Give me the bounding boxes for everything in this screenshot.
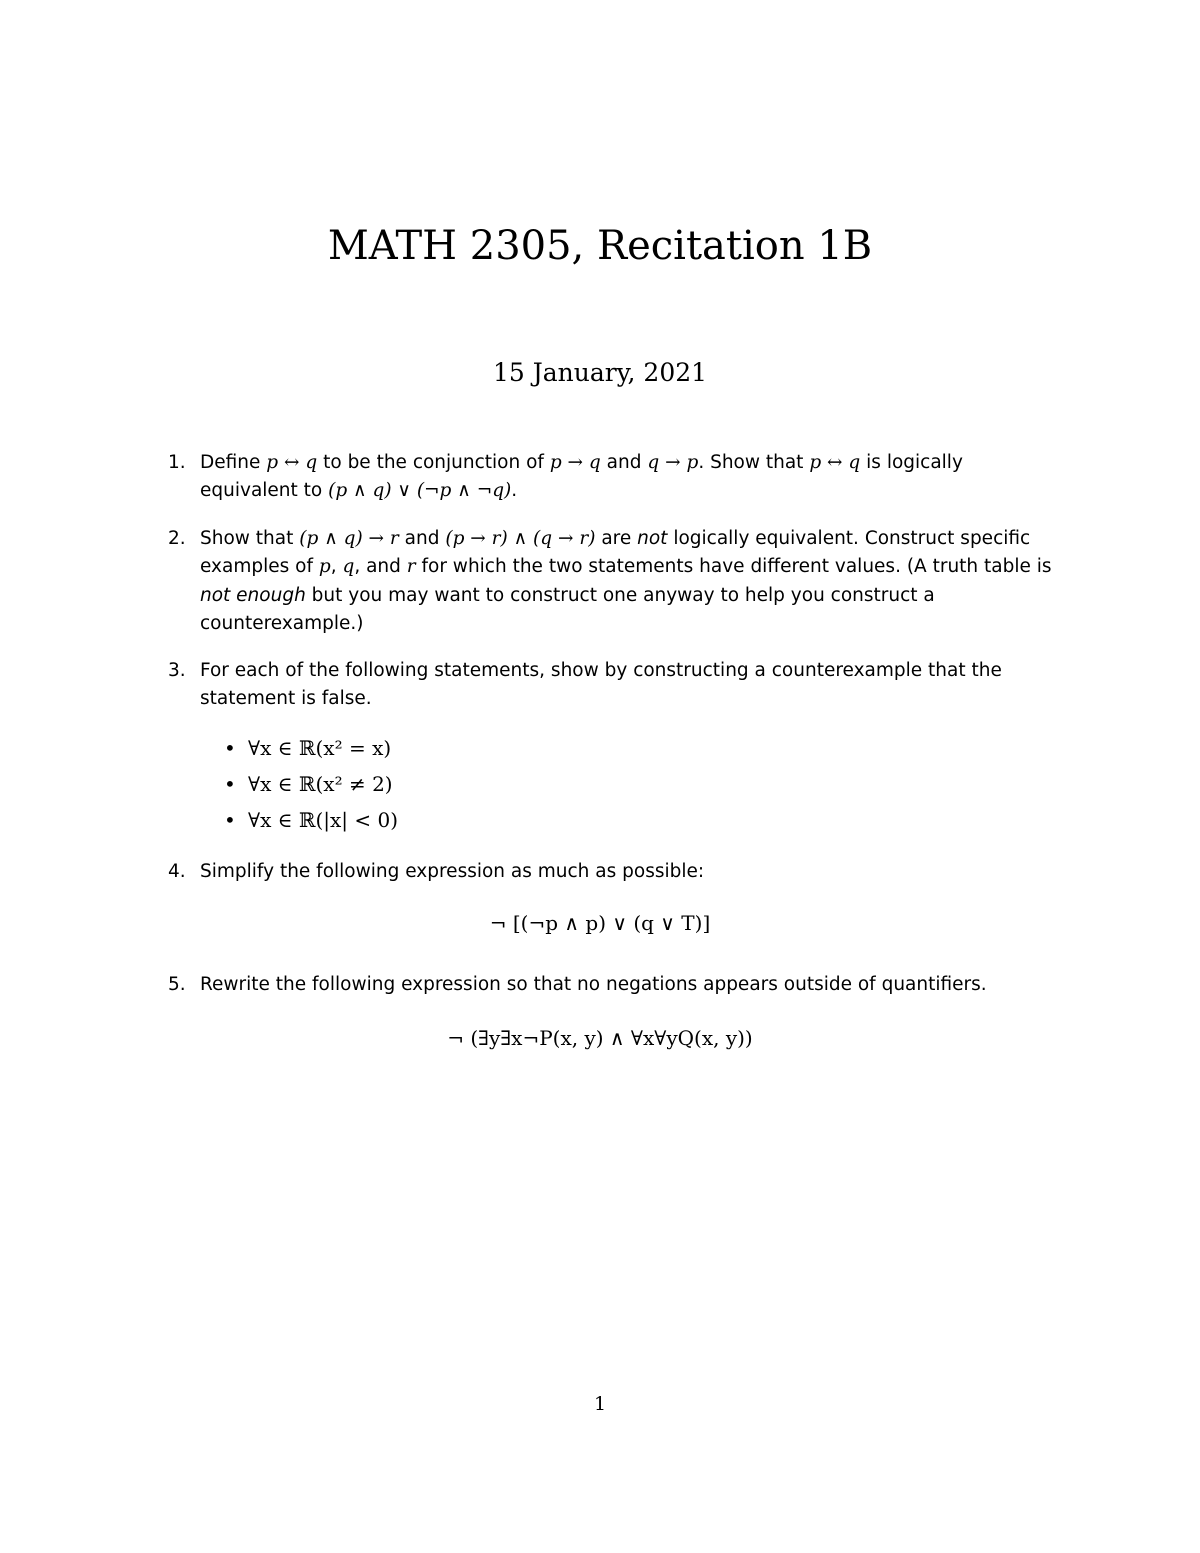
problem-3-statements bbox=[224, 730, 398, 838]
problem-5-expression: ¬ (∃y∃x¬P(x, y) ∧ ∀x∀yQ(x, y)) bbox=[447, 1026, 753, 1050]
problem-1-text: Define p ↔ q to be the conjunction of p → q and q → p. Show that p ↔ q is logically equivalent to (p ∧ q) ∨ (¬p ∧ ¬q). bbox=[200, 452, 963, 502]
problem-5 bbox=[168, 971, 1061, 999]
document-date: 15 January, 2021 bbox=[492, 358, 708, 387]
document-title: MATH 2305, Recitation 1B bbox=[327, 223, 873, 269]
statement-3: • ∀x ∈ ℝ(|x| < 0) bbox=[224, 802, 398, 838]
problem-3 bbox=[168, 657, 1061, 714]
problem-5-text: Rewrite the following expression so that no negations appears outside of quantifiers. bbox=[200, 974, 987, 995]
problem-2 bbox=[168, 525, 1061, 638]
statement-1: • ∀x ∈ ℝ(x² = x) bbox=[224, 730, 398, 766]
problem-4-expression: ¬ [(¬p ∧ p) ∨ (q ∨ T)] bbox=[489, 911, 711, 935]
problem-2-number: 2. bbox=[168, 528, 186, 549]
page-number: 1 bbox=[593, 1393, 607, 1415]
problem-3-text: For each of the following statements, show by constructing a counterexample that the statement is false. bbox=[200, 660, 1002, 710]
problem-1-number: 1. bbox=[168, 452, 186, 473]
problem-5-number: 5. bbox=[168, 974, 186, 995]
problem-3-number: 3. bbox=[168, 660, 186, 681]
problem-4-number: 4. bbox=[168, 861, 186, 882]
problem-4-text: Simplify the following expression as much as possible: bbox=[200, 861, 705, 882]
problem-1 bbox=[168, 449, 1061, 506]
statement-2: • ∀x ∈ ℝ(x² ≠ 2) bbox=[224, 766, 398, 802]
problem-2-text: Show that (p ∧ q) → r and (p → r) ∧ (q → r) are not logically equivalent. Construct specific examples of p, q, and r for which the two statements have different values. (A truth table is not enough but you may want to construct one anyway to help you construct a counterexample.) bbox=[200, 528, 1052, 634]
problem-4 bbox=[168, 858, 1061, 886]
